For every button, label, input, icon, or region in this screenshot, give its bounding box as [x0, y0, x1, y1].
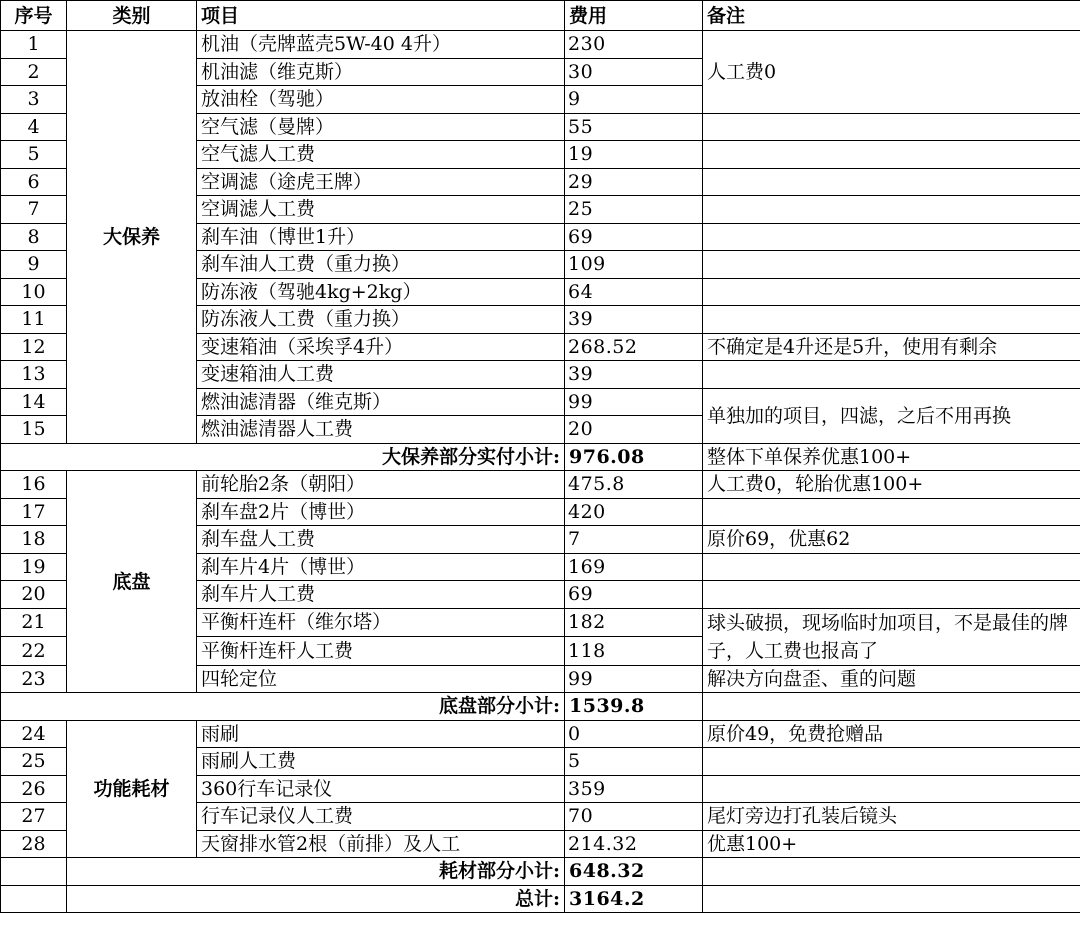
row-seq: 8 — [1, 223, 67, 251]
subtotal-row — [1, 693, 1080, 721]
row-cost: 420 — [565, 498, 703, 526]
row-item: 天窗排水管2根（前排）及人工 — [197, 830, 565, 858]
row-item: 刹车油（博世1升） — [197, 223, 565, 251]
subtotal-label: 耗材部分小计: — [67, 858, 565, 886]
header-seq: 序号 — [1, 1, 67, 31]
row-remark: 不确定是4升还是5升，使用有剩余 — [703, 333, 1080, 361]
row-seq: 6 — [1, 168, 67, 196]
row-seq: 4 — [1, 113, 67, 141]
row-cost: 70 — [565, 803, 703, 831]
row-item: 四轮定位 — [197, 665, 565, 693]
row-cost: 0 — [565, 720, 703, 748]
row-seq: 18 — [1, 526, 67, 554]
row-seq: 21 — [1, 608, 67, 637]
row-seq: 20 — [1, 581, 67, 609]
row-seq: 17 — [1, 498, 67, 526]
row-seq: 14 — [1, 388, 67, 416]
row-remark: 原价69，优惠62 — [703, 526, 1080, 554]
row-item: 行车记录仪人工费 — [197, 803, 565, 831]
subtotal-remark: 整体下单保养优惠100+ — [703, 443, 1080, 471]
row-item: 空气滤人工费 — [197, 141, 565, 169]
row-seq: 12 — [1, 333, 67, 361]
row-seq: 7 — [1, 196, 67, 224]
row-cost: 39 — [565, 306, 703, 334]
header-cost: 费用 — [565, 1, 703, 31]
row-item: 刹车片人工费 — [197, 581, 565, 609]
row-seq: 23 — [1, 665, 67, 693]
row-item: 机油（壳牌蓝壳5W-40 4升） — [197, 31, 565, 59]
row-cost: 99 — [565, 665, 703, 693]
row-cost: 9 — [565, 86, 703, 114]
row-remark-empty — [703, 196, 1080, 224]
header-item: 项目 — [197, 1, 565, 31]
row-cost: 7 — [565, 526, 703, 554]
row-cost: 29 — [565, 168, 703, 196]
row-item: 变速箱油人工费 — [197, 361, 565, 389]
row-item: 刹车盘2片（博世） — [197, 498, 565, 526]
row-remark: 解决方向盘歪、重的问题 — [703, 665, 1080, 693]
row-cost: 64 — [565, 278, 703, 306]
row-remark-empty — [703, 278, 1080, 306]
row-seq: 22 — [1, 637, 67, 666]
row-remark: 人工费0，轮胎优惠100+ — [703, 471, 1080, 499]
row-seq: 27 — [1, 803, 67, 831]
row-remark-empty — [703, 251, 1080, 279]
header-category: 类别 — [67, 1, 197, 31]
category-cell-consumables: 功能耗材 — [67, 720, 197, 858]
total-row — [1, 885, 1080, 913]
row-seq: 11 — [1, 306, 67, 334]
row-cost: 39 — [565, 361, 703, 389]
row-item: 空气滤（曼牌） — [197, 113, 565, 141]
subtotal-value: 976.08 — [565, 443, 703, 471]
row-seq: 26 — [1, 775, 67, 803]
row-remark: 优惠100+ — [703, 830, 1080, 858]
row-item: 变速箱油（采埃孚4升） — [197, 333, 565, 361]
row-cost: 118 — [565, 637, 703, 666]
subtotal-row — [1, 858, 1080, 886]
row-item: 空调滤（途虎王牌） — [197, 168, 565, 196]
row-cost: 109 — [565, 251, 703, 279]
row-seq: 19 — [1, 553, 67, 581]
row-item: 刹车油人工费（重力换） — [197, 251, 565, 279]
row-item: 360行车记录仪 — [197, 775, 565, 803]
row-item: 平衡杆连杆（维尔塔） — [197, 608, 565, 637]
row-item: 雨刷 — [197, 720, 565, 748]
row-remark-empty — [703, 168, 1080, 196]
row-seq: 13 — [1, 361, 67, 389]
row-item: 雨刷人工费 — [197, 748, 565, 776]
subtotal-value: 1539.8 — [565, 693, 703, 721]
row-seq: 25 — [1, 748, 67, 776]
row-cost: 5 — [565, 748, 703, 776]
row-remark-empty — [703, 581, 1080, 609]
row-seq: 10 — [1, 278, 67, 306]
row-seq: 15 — [1, 416, 67, 444]
row-cost: 475.8 — [565, 471, 703, 499]
total-value: 3164.2 — [565, 885, 703, 913]
row-item: 平衡杆连杆人工费 — [197, 637, 565, 666]
row-remark: 尾灯旁边打孔装后镜头 — [703, 803, 1080, 831]
row-remark-empty — [703, 113, 1080, 141]
row-item: 防冻液人工费（重力换） — [197, 306, 565, 334]
row-item: 防冻液（驾驰4kg+2kg） — [197, 278, 565, 306]
header-remark: 备注 — [703, 1, 1080, 31]
subtotal-row — [1, 443, 1080, 471]
row-item: 机油滤（维克斯） — [197, 58, 565, 86]
subtotal-label: 底盘部分小计: — [1, 693, 565, 721]
row-item: 燃油滤清器（维克斯） — [197, 388, 565, 416]
row-cost: 268.52 — [565, 333, 703, 361]
row-item: 刹车片4片（博世） — [197, 553, 565, 581]
row-item: 空调滤人工费 — [197, 196, 565, 224]
table-row — [1, 31, 1080, 59]
row-remark-empty — [703, 693, 1080, 721]
row-cost: 25 — [565, 196, 703, 224]
row-seq: 24 — [1, 720, 67, 748]
row-item: 燃油滤清器人工费 — [197, 416, 565, 444]
row-item: 刹车盘人工费 — [197, 526, 565, 554]
row-seq: 2 — [1, 58, 67, 86]
row-cost: 55 — [565, 113, 703, 141]
row-seq: 28 — [1, 830, 67, 858]
header-row — [1, 1, 1080, 31]
row-remark-empty — [703, 775, 1080, 803]
row-cost: 30 — [565, 58, 703, 86]
row-remark: 单独加的项目，四滤，之后不用再换 — [703, 388, 1080, 443]
total-label: 总计: — [67, 885, 565, 913]
row-item: 前轮胎2条（朝阳） — [197, 471, 565, 499]
row-cost: 214.32 — [565, 830, 703, 858]
row-remark: 人工费0 — [703, 31, 1080, 114]
row-cost: 230 — [565, 31, 703, 59]
category-cell-chassis: 底盘 — [67, 471, 197, 693]
row-remark-empty — [703, 306, 1080, 334]
row-remark-empty — [703, 885, 1080, 913]
row-seq: 9 — [1, 251, 67, 279]
row-remark-empty — [703, 361, 1080, 389]
subtotal-value: 648.32 — [565, 858, 703, 886]
row-remark-empty — [703, 223, 1080, 251]
row-remark-empty — [703, 553, 1080, 581]
row-seq: 1 — [1, 31, 67, 59]
row-seq: 5 — [1, 141, 67, 169]
row-remark-empty — [703, 141, 1080, 169]
row-cost: 20 — [565, 416, 703, 444]
category-cell-major-maintenance: 大保养 — [67, 31, 197, 444]
row-remark: 球头破损，现场临时加项目，不是最佳的牌子，人工费也报高了 — [703, 608, 1080, 665]
row-remark-empty — [703, 498, 1080, 526]
row-cost: 69 — [565, 581, 703, 609]
row-seq-empty — [1, 885, 67, 913]
row-seq-empty — [1, 858, 67, 886]
subtotal-label: 大保养部分实付小计: — [1, 443, 565, 471]
row-cost: 359 — [565, 775, 703, 803]
row-cost: 99 — [565, 388, 703, 416]
row-remark: 原价49，免费抢赠品 — [703, 720, 1080, 748]
row-remark-empty — [703, 748, 1080, 776]
row-remark-empty — [703, 858, 1080, 886]
row-cost: 182 — [565, 608, 703, 637]
table-row — [1, 720, 1080, 748]
row-cost: 19 — [565, 141, 703, 169]
row-seq: 3 — [1, 86, 67, 114]
row-item: 放油栓（驾驰） — [197, 86, 565, 114]
row-seq: 16 — [1, 471, 67, 499]
row-cost: 169 — [565, 553, 703, 581]
table-row — [1, 471, 1080, 499]
row-cost: 69 — [565, 223, 703, 251]
